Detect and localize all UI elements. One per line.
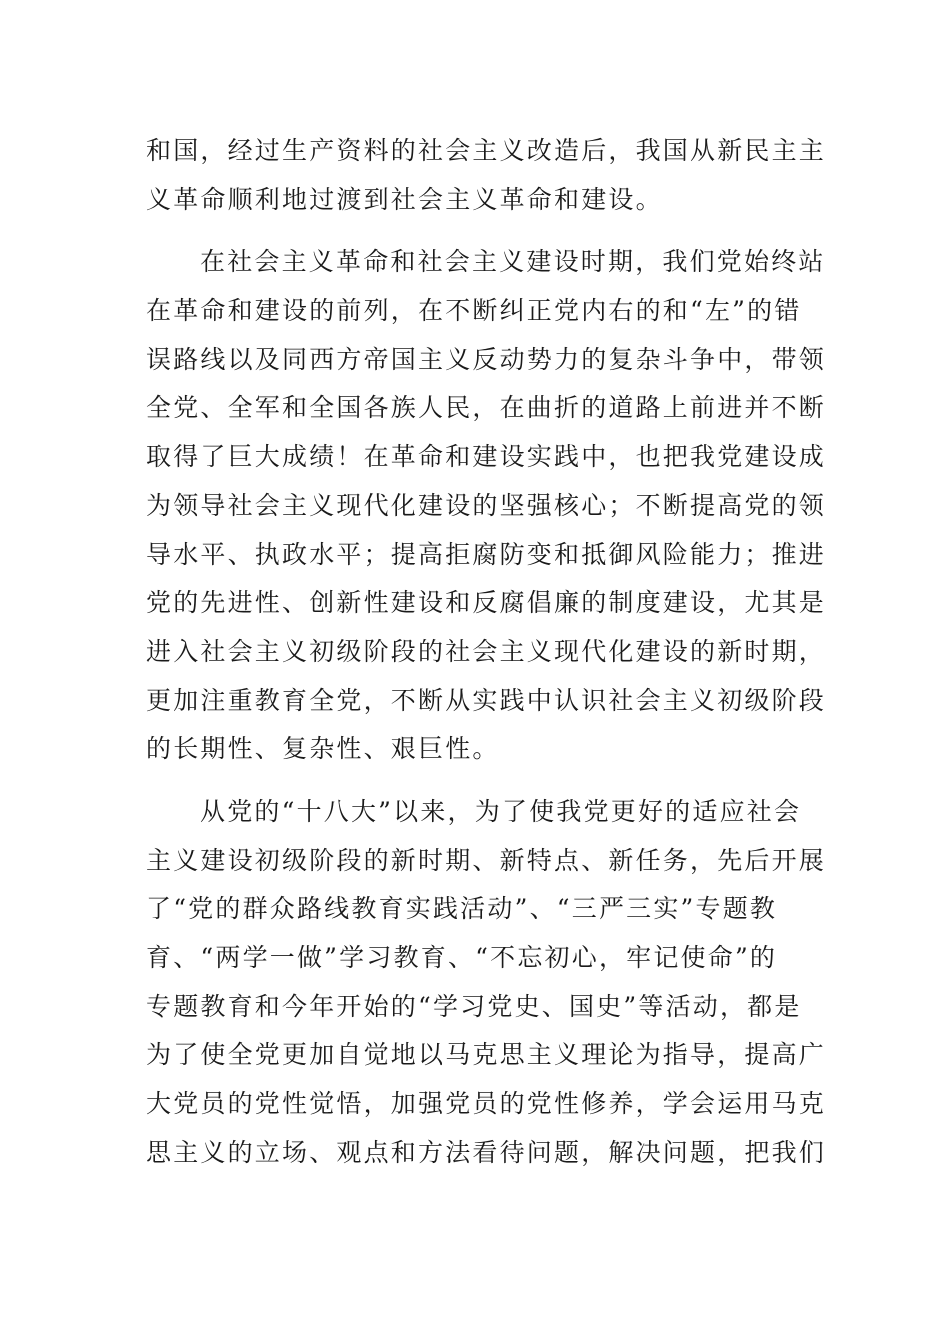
paragraph-line: 育、“两学一做”学习教育、“不忘初心，牢记使命”的	[146, 943, 778, 972]
paragraph-line: 了“党的群众路线教育实践活动”、“三严三实”专题教	[146, 894, 778, 924]
paragraph-line: 为领导社会主义现代化建设的坚强核心；不断提高党的领	[146, 490, 827, 520]
paragraph-spacer	[146, 224, 786, 238]
paragraph-2	[146, 238, 827, 774]
paragraph-line: 导水平、执政水平；提高拒腐防变和抵御风险能力；推进	[146, 539, 827, 569]
paragraph-line: 义革命顺利地过渡到社会主义革命和建设。	[146, 184, 663, 214]
paragraph-line: 误路线以及同西方帝国主义反动势力的复杂斗争中，带领	[146, 344, 827, 374]
paragraph-line: 专题教育和今年开始的“学习党史、国史”等活动，都是	[146, 991, 802, 1021]
paragraph-line: 和国，经过生产资料的社会主义改造后，我国从新民主主	[146, 136, 827, 165]
paragraph-line: 全党、全军和全国各族人民，在曲折的道路上前进并不断	[146, 393, 827, 423]
paragraph-3	[146, 788, 827, 1178]
paragraph-line: 更加注重教育全党，不断从实践中认识社会主义初级阶段	[146, 685, 827, 715]
paragraph-line: 在革命和建设的前列，在不断纠正党内右的和“左”的错	[146, 296, 802, 326]
paragraph-line: 取得了巨大成绩！在革命和建设实践中，也把我党建设成	[146, 442, 827, 472]
paragraph-line: 大党员的党性觉悟，加强党员的党性修养，学会运用马克	[146, 1089, 827, 1119]
paragraph-spacer	[146, 774, 786, 788]
paragraph-line: 党的先进性、创新性建设和反腐倡廉的制度建设，尤其是	[146, 588, 827, 618]
paragraph-1	[146, 127, 827, 224]
paragraph-line: 主义建设初级阶段的新时期、新特点、新任务，先后开展	[146, 845, 827, 875]
paragraph-line: 的长期性、复杂性、艰巨性。	[146, 734, 500, 764]
paragraph-line: 思主义的立场、观点和方法看待问题，解决问题，把我们	[146, 1137, 827, 1167]
paragraph-first-line: 从党的“十八大”以来，为了使我党更好的适应社会	[200, 796, 802, 826]
paragraph-first-line: 在社会主义革命和社会主义建设时期，我们党始终站	[200, 247, 826, 277]
paragraph-line: 为了使全党更加自觉地以马克思主义理论为指导，提高广	[146, 1040, 827, 1070]
paragraph-line: 进入社会主义初级阶段的社会主义现代化建设的新时期，	[146, 636, 827, 666]
document-body	[146, 127, 827, 1177]
